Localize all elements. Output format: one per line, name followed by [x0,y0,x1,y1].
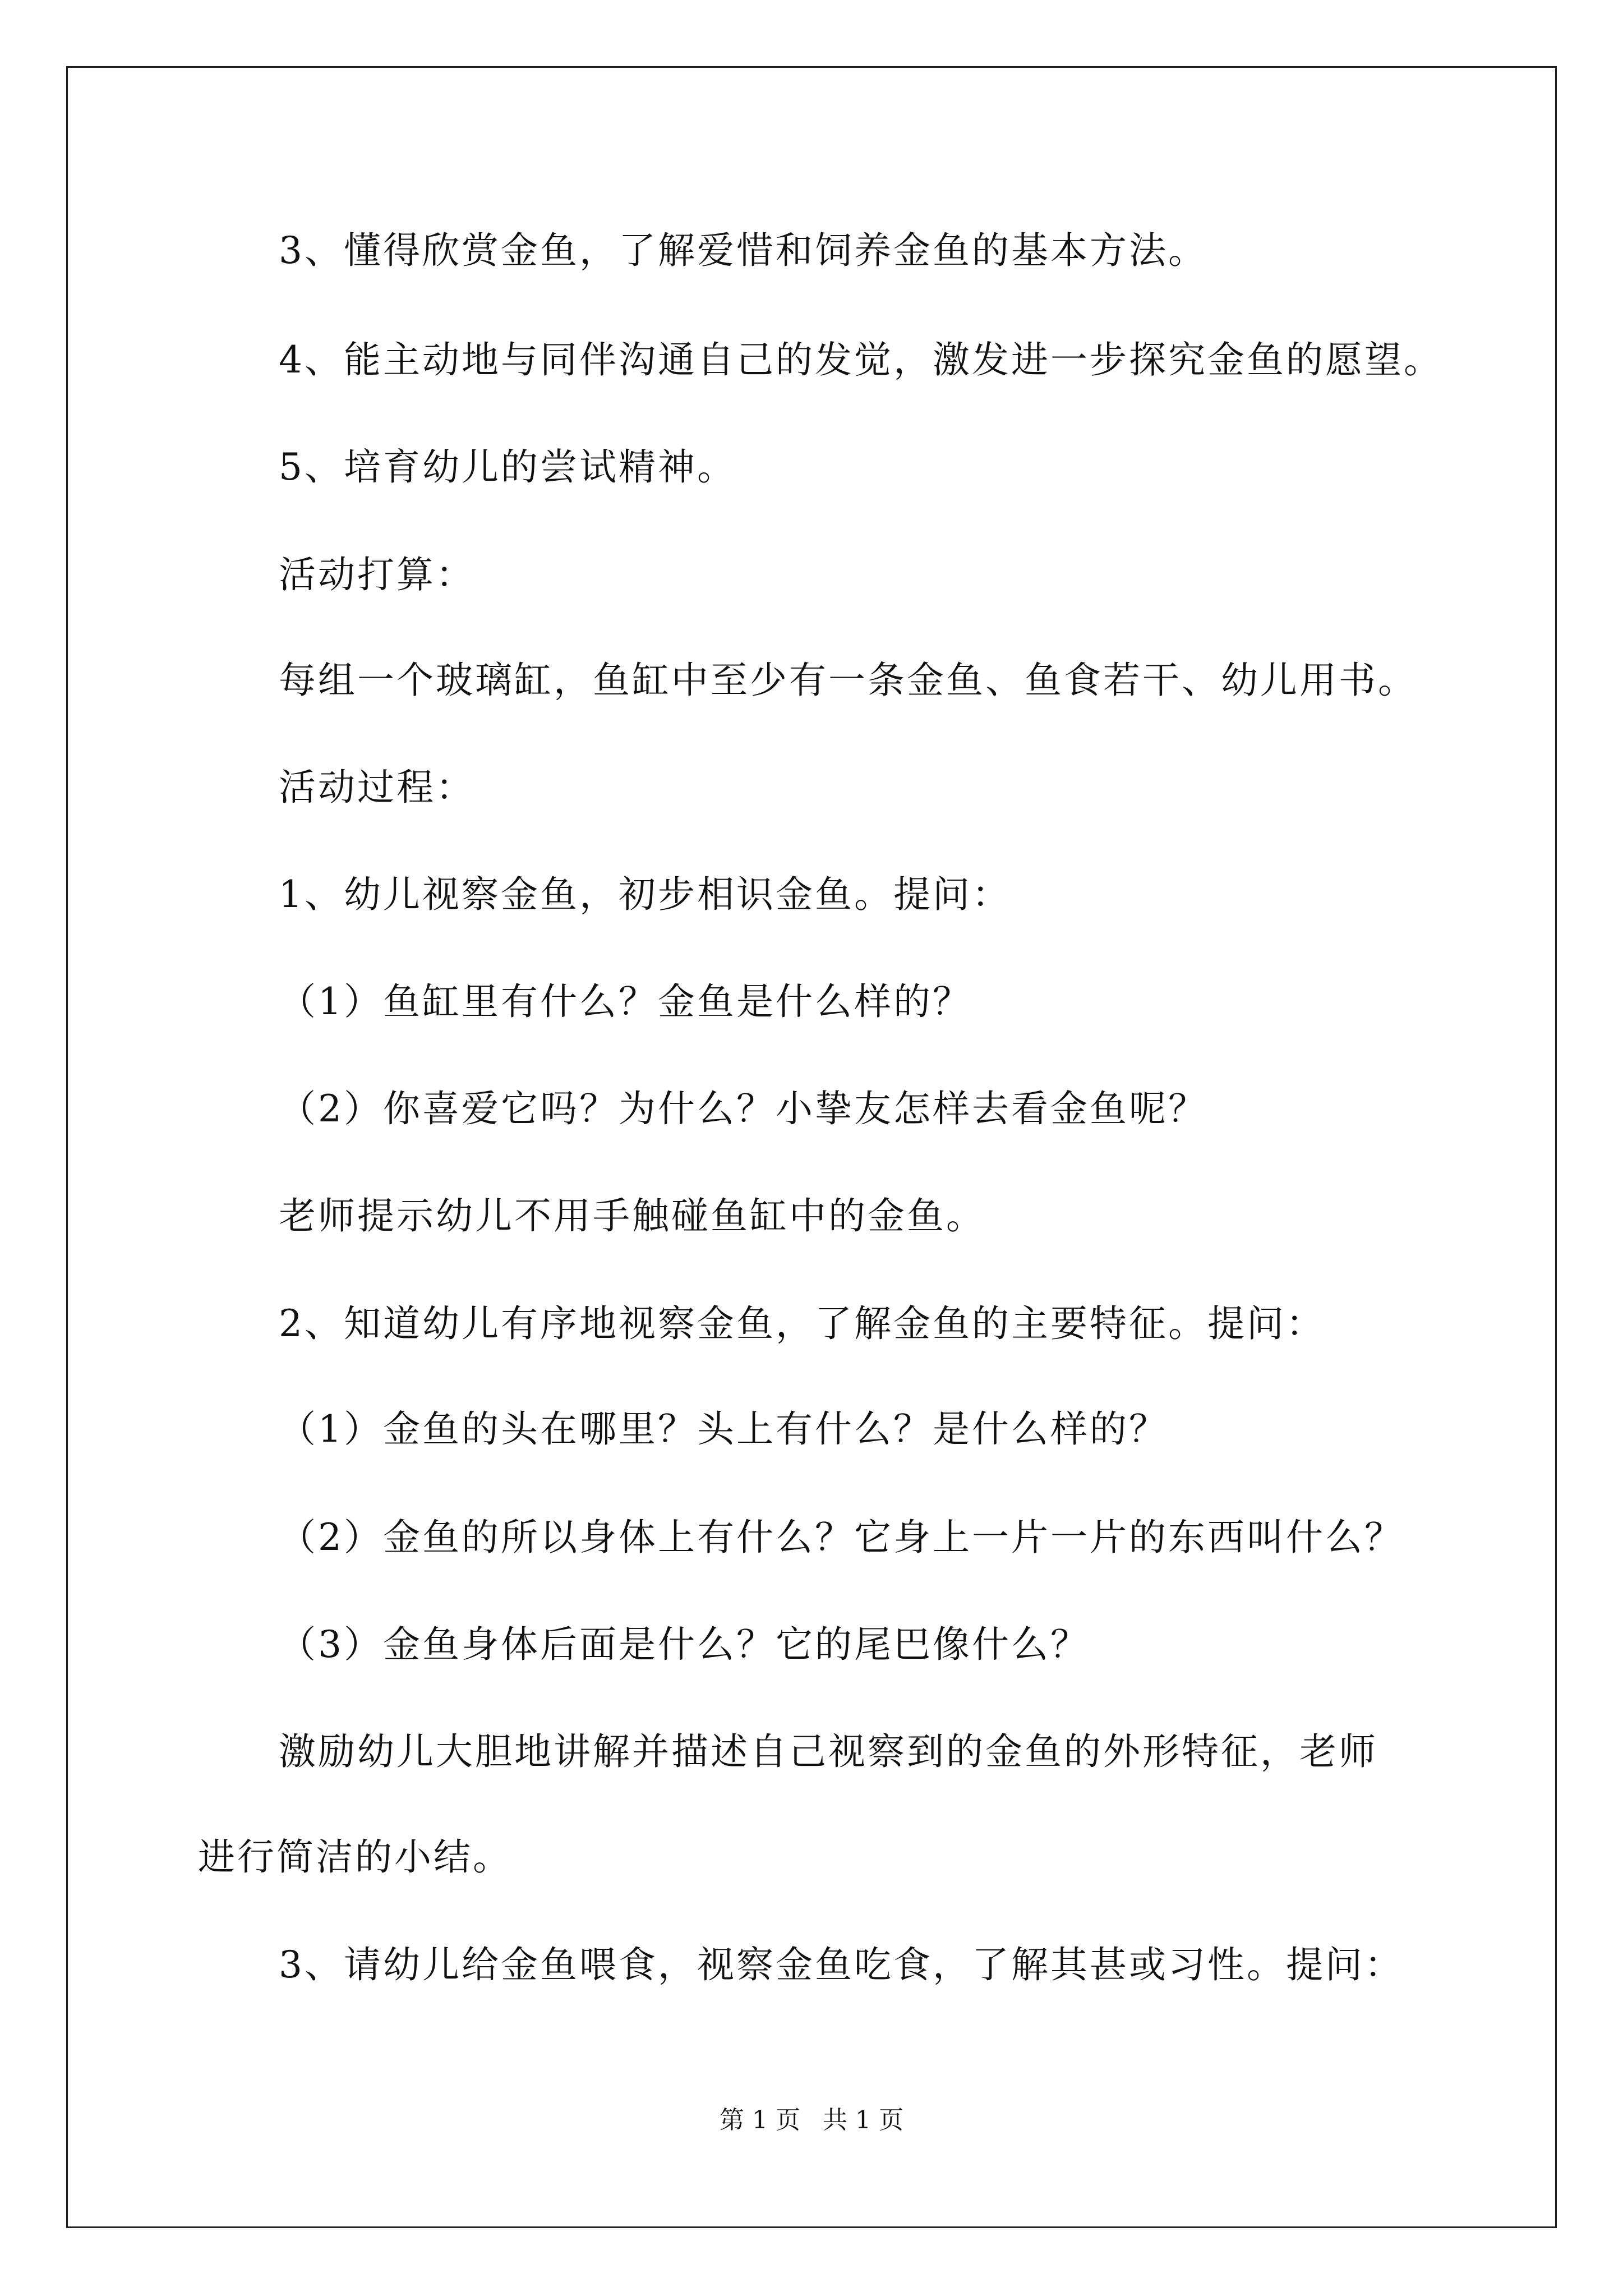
paragraph-line: 每组一个玻璃缸，鱼缸中至少有一条金鱼、鱼食若干、幼儿用书。 [279,659,1417,702]
paragraph-line: （3）金鱼身体后面是什么？它的尾巴像什么？ [279,1623,1090,1666]
section-heading: 活动过程： [279,766,475,809]
paragraph-line: 3、懂得欣赏金鱼，了解爱惜和饲养金鱼的基本方法。 [279,229,1207,272]
paragraph-line: （2）金鱼的所以身体上有什么？它身上一片一片的东西叫什么？ [279,1516,1404,1559]
paragraph-line: 1、幼儿视察金鱼，初步相识金鱼。提问： [279,873,1011,916]
paragraph-line: （2）你喜爱它吗？为什么？小挚友怎样去看金鱼呢？ [279,1087,1207,1130]
page-border [66,66,1557,2228]
page-footer [0,2105,1623,2136]
section-heading: 活动打算： [279,553,475,596]
page-total: 共 1 页 [823,2106,903,2134]
paragraph-line: 进行简洁的小结。 [198,1835,512,1879]
paragraph-line: （1）金鱼的头在哪里？头上有什么？是什么样的？ [279,1407,1168,1451]
paragraph-line: 激励幼儿大胆地讲解并描述自己视察到的金鱼的外形特征，老师 [279,1730,1378,1773]
paragraph-line: 老师提示幼儿不用手触碰鱼缸中的金鱼。 [279,1194,985,1237]
paragraph-line: 5、培育幼儿的尝试精神。 [279,445,736,489]
paragraph-line: 2、知道幼儿有序地视察金鱼，了解金鱼的主要特征。提问： [279,1302,1325,1345]
paragraph-line: 3、请幼儿给金鱼喂食，视察金鱼吃食，了解其甚或习性。提问： [279,1943,1404,1986]
page-number: 第 1 页 [720,2106,800,2134]
paragraph-line: 4、能主动地与同伴沟通自己的发觉，激发进一步探究金鱼的愿望。 [279,338,1443,381]
paragraph-line: （1）鱼缸里有什么？金鱼是什么样的？ [279,980,972,1023]
